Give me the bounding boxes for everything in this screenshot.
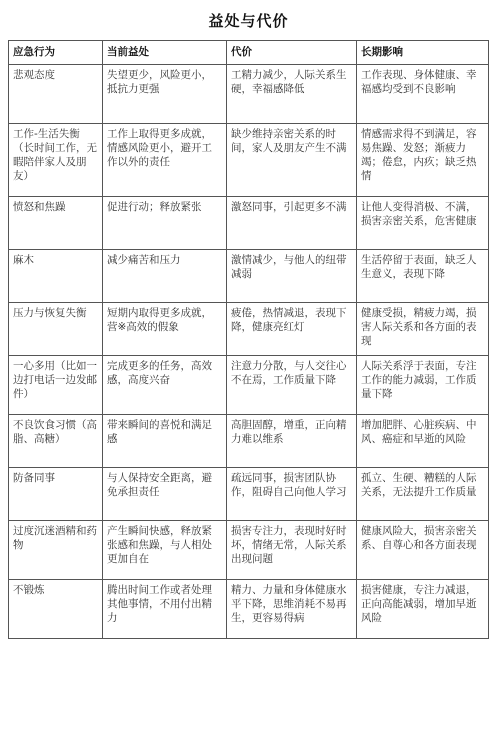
table-row [9,356,489,415]
table-header-row [9,41,489,65]
cell-impact: 工作表现、身体健康、幸福感均受到不良影响 [357,65,489,124]
cell-impact: 人际关系浮于表面，专注工作的能力减弱，工作质量下降 [357,356,489,415]
cell-behavior: 工作-生活失衡（长时间工作，无暇陪伴家人及朋友） [9,124,103,197]
cell-benefit: 失望更少，风险更小，抵抗力更强 [103,65,227,124]
cell-benefit: 短期内取得更多成就，营※高效的假象 [103,303,227,356]
table-row [9,521,489,580]
cell-benefit: 促进行动；释放紧张 [103,197,227,250]
cell-cost: 激怒同事，引起更多不满 [227,197,357,250]
cell-cost: 疲倦，热情减退，表现下降，健康亮红灯 [227,303,357,356]
benefit-cost-table [8,40,489,639]
table-row [9,197,489,250]
table-row [9,580,489,639]
cell-impact: 让他人变得消极、不满，损害亲密关系，危害健康 [357,197,489,250]
table-row [9,65,489,124]
cell-behavior: 不锻炼 [9,580,103,639]
column-header-benefit: 当前益处 [103,41,227,65]
cell-benefit: 腾出时间工作或者处理其他事情，不用付出精力 [103,580,227,639]
cell-impact: 健康受损，精疲力竭，损害人际关系和各方面的表现 [357,303,489,356]
cell-benefit: 产生瞬间快感，释放紧张感和焦躁，与人相处更加自在 [103,521,227,580]
cell-cost: 精力、力量和身体健康水平下降，思维消耗不易再生，更容易得病 [227,580,357,639]
cell-impact: 生活停留于表面，缺乏人生意义，表现下降 [357,250,489,303]
cell-impact: 情感需求得不到满足，容易焦躁、发怒；渐疲力竭；倦怠，内疚；缺乏热情 [357,124,489,197]
table-row [9,415,489,468]
cell-benefit: 带来瞬间的喜悦和满足感 [103,415,227,468]
table-row [9,468,489,521]
column-header-behavior: 应急行为 [9,41,103,65]
cell-behavior: 悲观态度 [9,65,103,124]
cell-impact: 健康风险大，损害亲密关系、自尊心和各方面表现 [357,521,489,580]
cell-cost: 损害专注力，表现时好时坏，情绪无常，人际关系出现问题 [227,521,357,580]
cell-behavior: 防备同事 [9,468,103,521]
cell-cost: 高胆固醇，增重，正向精力难以维系 [227,415,357,468]
cell-benefit: 完成更多的任务，高效感，高度兴奋 [103,356,227,415]
cell-impact: 孤立、生硬、糟糕的人际关系，无法提升工作质量 [357,468,489,521]
table-row [9,124,489,197]
cell-behavior: 一心多用（比如一边打电话一边发邮件） [9,356,103,415]
cell-cost: 工精力减少，人际关系生硬，幸福感降低 [227,65,357,124]
column-header-cost: 代价 [227,41,357,65]
cell-behavior: 麻木 [9,250,103,303]
cell-impact: 增加肥胖、心脏疾病、中风、癌症和早逝的风险 [357,415,489,468]
cell-behavior: 不良饮食习惯（高脂、高糖） [9,415,103,468]
cell-behavior: 愤怒和焦躁 [9,197,103,250]
cell-cost: 注意力分散，与人交往心不在焉，工作质量下降 [227,356,357,415]
page-title: 益处与代价 [208,12,289,30]
cell-behavior: 过度沉迷酒精和药物 [9,521,103,580]
cell-cost: 疏远同事，损害团队协作，阻碍自己向他人学习 [227,468,357,521]
table-row [9,303,489,356]
cell-benefit: 与人保持安全距离，避免承担责任 [103,468,227,521]
cell-behavior: 压力与恢复失衡 [9,303,103,356]
cell-impact: 损害健康，专注力减退，正向高能减弱，增加早逝风险 [357,580,489,639]
table-row [9,250,489,303]
cell-benefit: 工作上取得更多成就，情感风险更小，避开工作以外的责任 [103,124,227,197]
cell-cost: 激情减少，与他人的纽带减弱 [227,250,357,303]
column-header-impact: 长期影响 [357,41,489,65]
cell-benefit: 减少痛苦和压力 [103,250,227,303]
cell-cost: 缺少维持亲密关系的时间，家人及朋友产生不满 [227,124,357,197]
